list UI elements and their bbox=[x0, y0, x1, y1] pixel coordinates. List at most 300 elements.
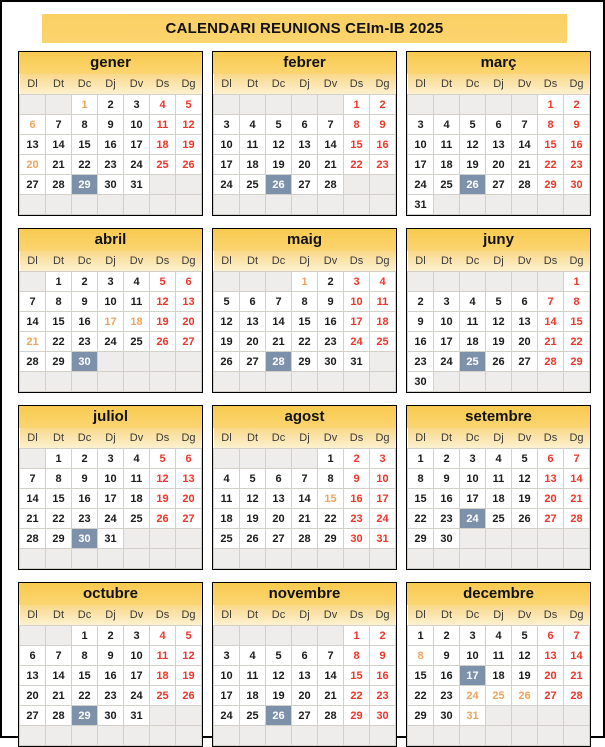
month-gener bbox=[18, 51, 203, 216]
day-header-Dt: Dt bbox=[240, 251, 266, 272]
day-cell: 7 bbox=[266, 292, 292, 312]
weekend-day-cell: 25 bbox=[150, 686, 176, 706]
weekend-day-cell: 18 bbox=[370, 312, 396, 332]
weekend-day-cell: 24 bbox=[344, 332, 370, 352]
day-cell: 1 bbox=[408, 626, 434, 646]
day-header-Dj: Dj bbox=[98, 605, 124, 626]
weekday-header-row bbox=[408, 74, 590, 95]
month-juliol bbox=[18, 405, 203, 570]
empty-cell bbox=[150, 529, 176, 549]
weekend-day-cell: 1 bbox=[538, 95, 564, 115]
day-header-Dv: Dv bbox=[318, 605, 344, 626]
empty-cell bbox=[266, 195, 292, 215]
empty-cell bbox=[176, 706, 202, 726]
day-header-Dt: Dt bbox=[240, 605, 266, 626]
day-cell: 18 bbox=[124, 489, 150, 509]
empty-cell bbox=[150, 175, 176, 195]
day-cell: 9 bbox=[98, 646, 124, 666]
day-cell: 24 bbox=[408, 175, 434, 195]
empty-cell bbox=[512, 272, 538, 292]
day-cell: 12 bbox=[266, 135, 292, 155]
empty-cell bbox=[486, 529, 512, 549]
day-cell: 20 bbox=[512, 332, 538, 352]
weekend-day-cell: 5 bbox=[176, 626, 202, 646]
week-row bbox=[20, 332, 202, 352]
day-cell: 22 bbox=[46, 509, 72, 529]
weekend-day-cell: 25 bbox=[370, 332, 396, 352]
day-header-Dt: Dt bbox=[46, 74, 72, 95]
day-header-Dc: Dc bbox=[72, 428, 98, 449]
empty-cell bbox=[124, 549, 150, 569]
empty-cell bbox=[344, 195, 370, 215]
day-cell: 15 bbox=[46, 312, 72, 332]
day-cell: 12 bbox=[512, 646, 538, 666]
empty-cell bbox=[240, 95, 266, 115]
empty-cell bbox=[318, 726, 344, 746]
day-cell: 22 bbox=[292, 332, 318, 352]
empty-cell bbox=[460, 726, 486, 746]
empty-cell bbox=[460, 95, 486, 115]
day-header-Dv: Dv bbox=[512, 428, 538, 449]
day-cell: 19 bbox=[266, 686, 292, 706]
weekend-day-cell: 14 bbox=[564, 469, 590, 489]
month-març bbox=[406, 51, 591, 216]
weekend-day-cell: 10 bbox=[370, 469, 396, 489]
empty-cell bbox=[124, 529, 150, 549]
day-header-Dt: Dt bbox=[434, 251, 460, 272]
day-header-Dg: Dg bbox=[176, 428, 202, 449]
weekend-day-cell: 8 bbox=[564, 292, 590, 312]
day-cell: 14 bbox=[46, 666, 72, 686]
meeting-day-cell: 29 bbox=[72, 175, 98, 195]
day-header-Dc: Dc bbox=[266, 74, 292, 95]
weekend-day-cell: 13 bbox=[176, 469, 202, 489]
day-cell: 16 bbox=[408, 332, 434, 352]
empty-cell bbox=[486, 549, 512, 569]
weekend-day-cell: 12 bbox=[176, 115, 202, 135]
weekend-day-cell: 1 bbox=[344, 95, 370, 115]
day-cell: 20 bbox=[266, 509, 292, 529]
month-title: agost bbox=[213, 406, 396, 428]
day-header-Dj: Dj bbox=[292, 74, 318, 95]
day-cell: 28 bbox=[318, 175, 344, 195]
day-cell: 7 bbox=[46, 115, 72, 135]
weekend-day-cell: 12 bbox=[176, 646, 202, 666]
month-setembre bbox=[406, 405, 591, 570]
day-cell: 3 bbox=[460, 449, 486, 469]
empty-cell bbox=[318, 372, 344, 392]
weekend-day-cell: 18 bbox=[150, 135, 176, 155]
day-cell: 28 bbox=[46, 175, 72, 195]
weekend-day-cell: 28 bbox=[564, 686, 590, 706]
day-cell: 26 bbox=[486, 352, 512, 372]
weekend-day-cell: 8 bbox=[344, 115, 370, 135]
empty-cell bbox=[266, 372, 292, 392]
week-row bbox=[20, 666, 202, 686]
month-title: setembre bbox=[407, 406, 590, 428]
day-header-Dg: Dg bbox=[176, 74, 202, 95]
day-cell: 26 bbox=[240, 529, 266, 549]
empty-cell bbox=[434, 549, 460, 569]
week-row bbox=[20, 292, 202, 312]
day-header-Dc: Dc bbox=[72, 74, 98, 95]
day-cell: 28 bbox=[46, 706, 72, 726]
empty-cell bbox=[176, 726, 202, 746]
day-cell: 10 bbox=[214, 135, 240, 155]
weekend-day-cell: 19 bbox=[150, 489, 176, 509]
day-cell: 27 bbox=[292, 175, 318, 195]
meeting-day-cell: 29 bbox=[72, 706, 98, 726]
week-row bbox=[20, 195, 202, 215]
empty-cell bbox=[240, 372, 266, 392]
day-cell: 17 bbox=[434, 332, 460, 352]
week-row bbox=[214, 449, 396, 469]
meeting-day-cell: 26 bbox=[266, 175, 292, 195]
weekend-day-cell: 14 bbox=[538, 312, 564, 332]
day-header-Dv: Dv bbox=[512, 74, 538, 95]
weekend-day-cell: 9 bbox=[370, 646, 396, 666]
day-cell: 16 bbox=[434, 666, 460, 686]
day-cell: 3 bbox=[214, 115, 240, 135]
day-cell: 23 bbox=[98, 155, 124, 175]
day-cell: 27 bbox=[512, 352, 538, 372]
week-row bbox=[20, 646, 202, 666]
day-cell: 15 bbox=[408, 489, 434, 509]
empty-cell bbox=[124, 372, 150, 392]
empty-cell bbox=[266, 272, 292, 292]
day-header-Dl: Dl bbox=[20, 74, 46, 95]
day-header-Dg: Dg bbox=[370, 605, 396, 626]
day-cell: 27 bbox=[20, 175, 46, 195]
day-cell: 27 bbox=[240, 352, 266, 372]
day-header-Ds: Ds bbox=[538, 428, 564, 449]
day-header-Dt: Dt bbox=[434, 74, 460, 95]
day-header-Dl: Dl bbox=[20, 251, 46, 272]
day-header-Dc: Dc bbox=[266, 428, 292, 449]
holiday-day-cell: 17 bbox=[98, 312, 124, 332]
page-title: CALENDARI REUNIONS CEIm-IB 2025 bbox=[42, 14, 567, 43]
weekend-day-cell: 25 bbox=[150, 155, 176, 175]
empty-cell bbox=[98, 726, 124, 746]
weekend-day-cell: 29 bbox=[564, 352, 590, 372]
week-row bbox=[214, 292, 396, 312]
empty-cell bbox=[150, 549, 176, 569]
day-cell: 7 bbox=[20, 469, 46, 489]
day-cell: 5 bbox=[240, 469, 266, 489]
empty-cell bbox=[370, 726, 396, 746]
week-row bbox=[408, 509, 590, 529]
day-cell: 24 bbox=[98, 509, 124, 529]
empty-cell bbox=[214, 726, 240, 746]
weekend-day-cell: 31 bbox=[370, 529, 396, 549]
holiday-day-cell: 25 bbox=[486, 686, 512, 706]
day-cell: 29 bbox=[46, 352, 72, 372]
day-cell: 15 bbox=[72, 666, 98, 686]
empty-cell bbox=[538, 706, 564, 726]
empty-cell bbox=[20, 95, 46, 115]
day-cell: 2 bbox=[408, 292, 434, 312]
day-cell: 8 bbox=[72, 646, 98, 666]
empty-cell bbox=[240, 195, 266, 215]
weekend-day-cell: 27 bbox=[538, 686, 564, 706]
day-cell: 13 bbox=[292, 666, 318, 686]
day-cell: 31 bbox=[124, 706, 150, 726]
day-cell: 3 bbox=[214, 646, 240, 666]
weekend-day-cell: 6 bbox=[538, 449, 564, 469]
weekend-day-cell: 23 bbox=[344, 509, 370, 529]
week-row bbox=[20, 549, 202, 569]
weekend-day-cell: 13 bbox=[176, 292, 202, 312]
day-cell: 12 bbox=[266, 666, 292, 686]
empty-cell bbox=[214, 449, 240, 469]
day-cell: 28 bbox=[20, 352, 46, 372]
weekend-day-cell: 9 bbox=[564, 115, 590, 135]
empty-cell bbox=[408, 95, 434, 115]
week-row bbox=[408, 469, 590, 489]
day-cell: 12 bbox=[240, 489, 266, 509]
day-header-Ds: Ds bbox=[150, 251, 176, 272]
empty-cell bbox=[20, 449, 46, 469]
day-header-Dl: Dl bbox=[214, 74, 240, 95]
weekend-day-cell: 4 bbox=[150, 95, 176, 115]
empty-cell bbox=[46, 726, 72, 746]
day-cell: 11 bbox=[124, 469, 150, 489]
day-cell: 6 bbox=[20, 646, 46, 666]
day-header-Dv: Dv bbox=[124, 251, 150, 272]
day-header-Dj: Dj bbox=[486, 605, 512, 626]
empty-cell bbox=[564, 726, 590, 746]
day-header-Dj: Dj bbox=[486, 428, 512, 449]
empty-cell bbox=[434, 272, 460, 292]
weekend-day-cell: 11 bbox=[150, 646, 176, 666]
day-header-Dt: Dt bbox=[46, 428, 72, 449]
week-row bbox=[408, 352, 590, 372]
week-row bbox=[214, 135, 396, 155]
empty-cell bbox=[434, 726, 460, 746]
day-cell: 2 bbox=[434, 626, 460, 646]
day-header-Dl: Dl bbox=[214, 428, 240, 449]
empty-cell bbox=[98, 372, 124, 392]
day-cell: 24 bbox=[434, 352, 460, 372]
day-header-Dj: Dj bbox=[486, 74, 512, 95]
week-row bbox=[408, 155, 590, 175]
empty-cell bbox=[486, 372, 512, 392]
day-header-Dc: Dc bbox=[72, 605, 98, 626]
weekend-day-cell: 19 bbox=[176, 666, 202, 686]
empty-cell bbox=[538, 272, 564, 292]
day-cell: 24 bbox=[98, 332, 124, 352]
day-cell: 4 bbox=[240, 115, 266, 135]
day-cell: 17 bbox=[214, 686, 240, 706]
day-cell: 18 bbox=[240, 686, 266, 706]
months-grid bbox=[18, 51, 591, 747]
holiday-day-cell: 24 bbox=[460, 686, 486, 706]
month-table bbox=[19, 251, 202, 392]
weekend-day-cell: 16 bbox=[370, 666, 396, 686]
weekend-day-cell: 26 bbox=[176, 686, 202, 706]
day-cell: 9 bbox=[408, 312, 434, 332]
day-cell: 3 bbox=[98, 272, 124, 292]
empty-cell bbox=[486, 95, 512, 115]
holiday-day-cell: 1 bbox=[292, 272, 318, 292]
day-header-Dv: Dv bbox=[318, 251, 344, 272]
day-cell: 2 bbox=[98, 95, 124, 115]
empty-cell bbox=[370, 175, 396, 195]
weekend-day-cell: 2 bbox=[370, 626, 396, 646]
day-cell: 23 bbox=[72, 332, 98, 352]
empty-cell bbox=[318, 95, 344, 115]
day-cell: 15 bbox=[46, 489, 72, 509]
day-cell: 4 bbox=[214, 469, 240, 489]
day-cell: 1 bbox=[46, 449, 72, 469]
empty-cell bbox=[486, 726, 512, 746]
day-cell: 9 bbox=[72, 292, 98, 312]
week-row bbox=[20, 352, 202, 372]
week-row bbox=[408, 529, 590, 549]
week-row bbox=[20, 95, 202, 115]
day-header-Dg: Dg bbox=[176, 605, 202, 626]
empty-cell bbox=[240, 726, 266, 746]
empty-cell bbox=[176, 195, 202, 215]
week-row bbox=[214, 155, 396, 175]
week-row bbox=[408, 686, 590, 706]
day-cell: 3 bbox=[460, 626, 486, 646]
empty-cell bbox=[344, 372, 370, 392]
day-cell: 9 bbox=[318, 292, 344, 312]
day-cell: 21 bbox=[46, 686, 72, 706]
day-cell: 28 bbox=[20, 529, 46, 549]
week-row bbox=[214, 706, 396, 726]
weekend-day-cell: 2 bbox=[370, 95, 396, 115]
empty-cell bbox=[266, 726, 292, 746]
weekend-day-cell: 29 bbox=[344, 706, 370, 726]
empty-cell bbox=[344, 549, 370, 569]
day-cell: 10 bbox=[98, 292, 124, 312]
week-row bbox=[214, 489, 396, 509]
weekend-day-cell: 11 bbox=[370, 292, 396, 312]
day-cell: 23 bbox=[408, 352, 434, 372]
weekend-day-cell: 28 bbox=[538, 352, 564, 372]
weekday-header-row bbox=[408, 605, 590, 626]
day-cell: 20 bbox=[486, 155, 512, 175]
day-cell: 1 bbox=[408, 449, 434, 469]
day-header-Dv: Dv bbox=[318, 74, 344, 95]
day-header-Dj: Dj bbox=[98, 251, 124, 272]
weekday-header-row bbox=[408, 428, 590, 449]
day-cell: 22 bbox=[72, 686, 98, 706]
day-header-Dl: Dl bbox=[408, 428, 434, 449]
weekday-header-row bbox=[408, 251, 590, 272]
day-header-Dt: Dt bbox=[46, 605, 72, 626]
day-cell: 29 bbox=[292, 352, 318, 372]
empty-cell bbox=[266, 626, 292, 646]
week-row bbox=[214, 646, 396, 666]
empty-cell bbox=[538, 529, 564, 549]
weekend-day-cell: 6 bbox=[176, 272, 202, 292]
month-table bbox=[213, 251, 396, 392]
weekend-day-cell: 21 bbox=[538, 332, 564, 352]
holiday-day-cell: 18 bbox=[124, 312, 150, 332]
empty-cell bbox=[512, 195, 538, 215]
day-cell: 21 bbox=[512, 155, 538, 175]
week-row bbox=[20, 312, 202, 332]
day-cell: 4 bbox=[434, 115, 460, 135]
meeting-day-cell: 30 bbox=[72, 352, 98, 372]
month-title: març bbox=[407, 52, 590, 74]
day-cell: 22 bbox=[318, 509, 344, 529]
day-cell: 11 bbox=[486, 646, 512, 666]
day-cell: 23 bbox=[434, 509, 460, 529]
day-cell: 25 bbox=[214, 529, 240, 549]
day-cell: 20 bbox=[292, 686, 318, 706]
day-cell: 9 bbox=[98, 115, 124, 135]
day-cell: 5 bbox=[214, 292, 240, 312]
weekend-day-cell: 21 bbox=[564, 666, 590, 686]
day-cell: 5 bbox=[266, 646, 292, 666]
day-cell: 4 bbox=[240, 646, 266, 666]
week-row bbox=[214, 549, 396, 569]
day-cell: 9 bbox=[434, 469, 460, 489]
day-cell: 14 bbox=[318, 666, 344, 686]
day-header-Ds: Ds bbox=[150, 605, 176, 626]
empty-cell bbox=[564, 549, 590, 569]
day-cell: 2 bbox=[72, 449, 98, 469]
empty-cell bbox=[266, 95, 292, 115]
week-row bbox=[20, 155, 202, 175]
weekend-day-cell: 6 bbox=[538, 626, 564, 646]
weekend-day-cell: 12 bbox=[150, 292, 176, 312]
month-agost bbox=[212, 405, 397, 570]
day-cell: 29 bbox=[46, 529, 72, 549]
empty-cell bbox=[370, 549, 396, 569]
week-row bbox=[20, 626, 202, 646]
weekend-day-cell: 22 bbox=[564, 332, 590, 352]
day-cell: 3 bbox=[124, 626, 150, 646]
day-cell: 30 bbox=[434, 706, 460, 726]
empty-cell bbox=[344, 726, 370, 746]
day-cell: 25 bbox=[124, 332, 150, 352]
empty-cell bbox=[564, 372, 590, 392]
empty-cell bbox=[292, 195, 318, 215]
month-table bbox=[407, 605, 590, 746]
empty-cell bbox=[564, 195, 590, 215]
day-cell: 21 bbox=[292, 509, 318, 529]
empty-cell bbox=[512, 726, 538, 746]
day-header-Dv: Dv bbox=[124, 428, 150, 449]
weekend-day-cell: 30 bbox=[564, 175, 590, 195]
empty-cell bbox=[512, 706, 538, 726]
month-table bbox=[19, 74, 202, 215]
day-cell: 16 bbox=[318, 312, 344, 332]
holiday-day-cell: 8 bbox=[408, 646, 434, 666]
month-table bbox=[213, 74, 396, 215]
day-cell: 16 bbox=[98, 135, 124, 155]
empty-cell bbox=[176, 549, 202, 569]
day-cell: 18 bbox=[434, 155, 460, 175]
week-row bbox=[408, 195, 590, 215]
day-header-Dg: Dg bbox=[564, 74, 590, 95]
day-cell: 2 bbox=[98, 626, 124, 646]
day-cell: 14 bbox=[20, 312, 46, 332]
day-cell: 19 bbox=[266, 155, 292, 175]
day-cell: 3 bbox=[98, 449, 124, 469]
day-cell: 18 bbox=[486, 489, 512, 509]
month-title: gener bbox=[19, 52, 202, 74]
day-header-Dv: Dv bbox=[124, 74, 150, 95]
day-cell: 13 bbox=[486, 135, 512, 155]
day-cell: 18 bbox=[240, 155, 266, 175]
day-header-Dl: Dl bbox=[408, 74, 434, 95]
